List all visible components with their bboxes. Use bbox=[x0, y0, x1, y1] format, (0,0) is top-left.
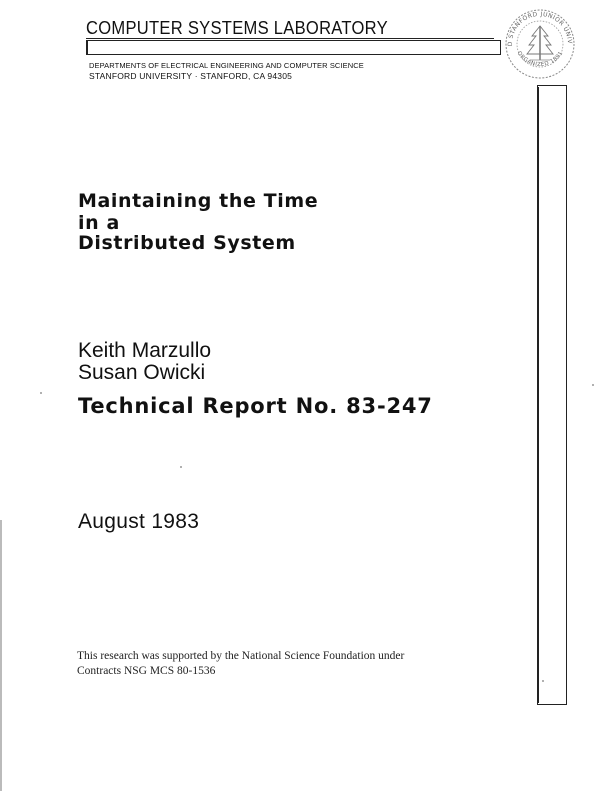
seal-top-text: D STANFORD JUNIOR UNIV bbox=[506, 10, 574, 47]
left-scan-edge bbox=[0, 520, 2, 791]
report-date: August 1983 bbox=[78, 510, 200, 533]
scan-speck bbox=[542, 680, 544, 682]
header-band bbox=[86, 40, 501, 55]
scan-speck bbox=[180, 466, 182, 468]
report-title-line-1: Maintaining the Time bbox=[78, 190, 319, 212]
author-1: Keith Marzullo bbox=[78, 339, 212, 362]
right-margin-rule bbox=[537, 87, 539, 703]
scan-speck bbox=[40, 392, 42, 394]
author-2: Susan Owicki bbox=[78, 361, 206, 384]
support-note-line-2: Contracts NSG MCS 80-1536 bbox=[77, 665, 216, 677]
report-title-line-3: Distributed System bbox=[78, 232, 296, 254]
report-number: Technical Report No. 83-247 bbox=[78, 394, 433, 418]
scan-speck bbox=[592, 384, 594, 386]
report-title-line-2: in a bbox=[78, 212, 120, 234]
right-margin-box bbox=[537, 85, 567, 705]
support-note-line-1: This research was supported by the National Science Foundation under bbox=[77, 650, 405, 662]
header-rule bbox=[86, 38, 494, 39]
department-line: DEPARTMENTS OF ELECTRICAL ENGINEERING AND COMPUTER SCIENCE bbox=[89, 61, 364, 70]
university-line: STANFORD UNIVERSITY · STANFORD, CA 94305 bbox=[89, 71, 293, 81]
seal-bottom-text: ORGANIZED 1891 bbox=[515, 50, 565, 69]
stanford-seal-icon bbox=[502, 4, 578, 80]
lab-title: COMPUTER SYSTEMS LABORATORY bbox=[86, 18, 388, 38]
